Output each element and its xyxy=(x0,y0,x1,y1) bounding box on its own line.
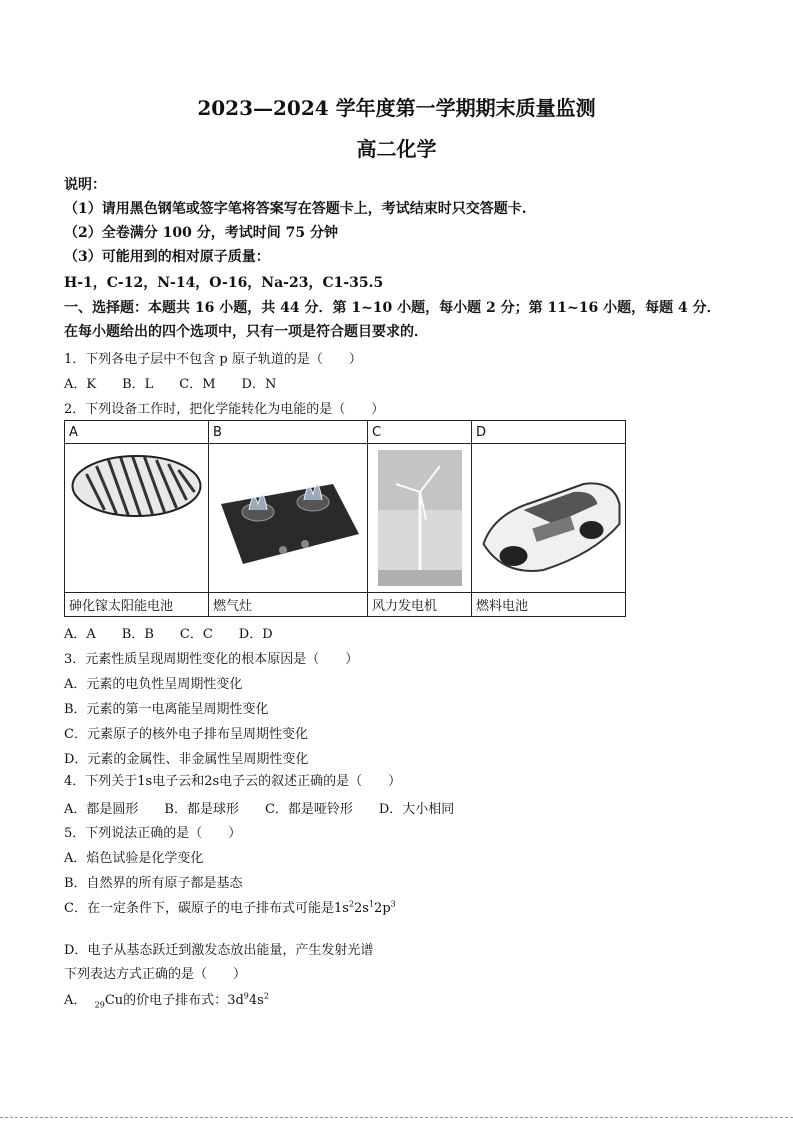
q5-option-d: D．电子从基态跃迁到激发态放出能量，产生发射光谱 xyxy=(64,943,374,958)
q5-option-b: B．自然界的所有原子都是基态 xyxy=(64,876,243,891)
q2-letter-b: B xyxy=(209,421,368,444)
q2-caption-b: 燃气灶 xyxy=(209,593,368,617)
q1-stem: 1．下列各电子层中不包含 p 原子轨道的是（ ） xyxy=(64,352,362,367)
q5-option-a: A．焰色试验是化学变化 xyxy=(64,851,204,866)
q3-stem: 3．元素性质呈现周期性变化的根本原因是（ ） xyxy=(64,652,359,667)
section1-line1: 一、选择题：本题共 16 小题，共 44 分．第 1~10 小题，每小题 2 分；第 11~16 小题，每题 4 分． xyxy=(64,300,721,316)
wind-turbine-image xyxy=(368,444,471,592)
q2-caption-a: 砷化镓太阳能电池 xyxy=(65,593,209,617)
q2-options-table xyxy=(64,420,626,617)
q2-caption-c: 风力发电机 xyxy=(368,593,472,617)
q2-options: A．A B．B C．C D．D xyxy=(64,627,273,642)
element-symbol: Cu xyxy=(104,993,124,1008)
q2-stem: 2．下列设备工作时，把化学能转化为电能的是（ ） xyxy=(64,402,385,417)
solar-panel-image xyxy=(65,444,208,592)
atomic-number: 29 xyxy=(94,1000,105,1010)
fuel-cell-car-image xyxy=(472,444,625,592)
notes-heading: 说明： xyxy=(64,177,106,193)
q2-caption-d: 燃料电池 xyxy=(472,593,626,617)
q5-stem: 5．下列说法正确的是（ ） xyxy=(64,826,242,841)
wind-turbine-cell xyxy=(368,444,472,593)
q2-letter-c: C xyxy=(368,421,472,444)
q4-options: A．都是圆形 B．都是球形 C．都是哑铃形 D．大小相同 xyxy=(64,802,455,817)
note-3: （3）可能用到的相对原子质量： xyxy=(64,249,270,265)
exam-title: 2023—2024 学年度第一学期期末质量监测 xyxy=(197,96,596,120)
note-1: （1）请用黑色钢笔或签字笔将答案写在答题卡上，考试结束时只交答题卡. xyxy=(64,201,527,217)
q6-option-a: A． $_{29}$Cu的价电子排布式：$3d^94s^2$ xyxy=(64,991,269,1010)
q6-stem: 下列表达方式正确的是（ ） xyxy=(64,967,247,982)
gas-stove-cell xyxy=(209,444,368,593)
q4-stem: 4．下列关于1s电子云和2s电子云的叙述正确的是（ ） xyxy=(64,774,402,789)
q3-option-a: A．元素的电负性呈周期性变化 xyxy=(64,677,243,692)
solar-panel-cell xyxy=(65,444,209,593)
fuel-cell-car-cell xyxy=(472,444,626,593)
q3-option-b: B．元素的第一电离能呈周期性变化 xyxy=(64,702,269,717)
q1-options: A．K B．L C．M D．N xyxy=(64,377,277,392)
q5-option-c xyxy=(64,897,396,916)
q3-option-d: D．元素的金属性、非金属性呈周期性变化 xyxy=(64,752,309,767)
q3-option-c: C．元素原子的核外电子排布呈周期性变化 xyxy=(64,727,308,742)
atomic-masses: H-1，C-12，N-14，O-16，Na-23，C1-35.5 xyxy=(64,275,384,291)
gas-stove-image xyxy=(209,444,367,592)
section1-line2: 在每小题给出的四个选项中，只有一项是符合题目要求的． xyxy=(64,324,428,340)
page-bottom-divider xyxy=(0,1117,793,1118)
q5-option-c-text: C．在一定条件下，碳原子的电子排布式可能是 xyxy=(64,901,334,916)
q2-letter-d: D xyxy=(472,421,626,444)
carbon-config: $1s^22s^12p^3$ xyxy=(333,899,396,916)
q2-letter-a: A xyxy=(65,421,209,444)
note-2: （2）全卷满分 100 分，考试时间 75 分钟 xyxy=(64,225,338,241)
subject-title: 高二化学 xyxy=(356,137,437,161)
cu-config: $3d^94s^2$ xyxy=(227,991,269,1008)
